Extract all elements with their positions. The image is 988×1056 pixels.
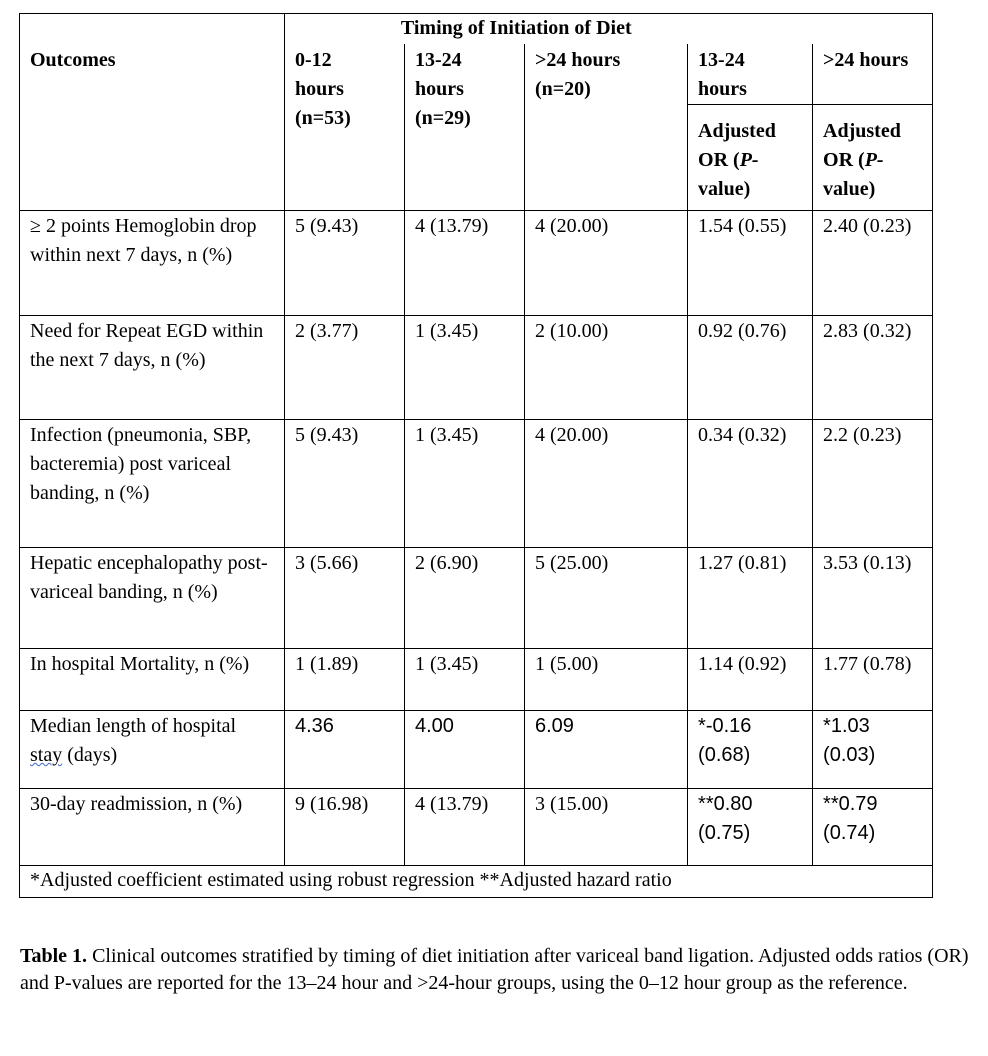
row-value-0-12: 4.36: [285, 711, 405, 789]
row-or-over-24: **0.79 (0.74): [813, 789, 933, 866]
row-value-13-24: 4 (13.79): [405, 211, 525, 316]
row-or-13-24: 1.54 (0.55): [688, 211, 813, 316]
header-0-12-hours: 0-12 hours (n=53): [285, 44, 405, 211]
row-value-over-24: 1 (5.00): [525, 649, 688, 711]
group-header-title: [285, 14, 688, 44]
row-value-13-24: 4 (13.79): [405, 789, 525, 866]
table-caption: [20, 943, 970, 997]
table-row: [20, 711, 933, 789]
row-or-13-24: *-0.16 (0.68): [688, 711, 813, 789]
row-value-13-24: 4.00: [405, 711, 525, 789]
row-value-0-12: 1 (1.89): [285, 649, 405, 711]
table-row: [20, 420, 933, 548]
row-value-over-24: 2 (10.00): [525, 316, 688, 420]
row-or-over-24: 2.83 (0.32): [813, 316, 933, 420]
row-value-13-24: 1 (3.45): [405, 316, 525, 420]
caption-text: Clinical outcomes stratified by timing of diet initiation after variceal band ligation. Adjusted odds ratios (OR) and P-values are reported for the 13–24 hour and >24-hour groups, using the 0–12 hour group as the reference.: [20, 945, 969, 994]
row-value-over-24: 5 (25.00): [525, 548, 688, 649]
table-footnote: *Adjusted coefficient estimated using robust regression **Adjusted hazard ratio: [20, 866, 933, 898]
row-or-13-24: 1.14 (0.92): [688, 649, 813, 711]
table-row: [20, 316, 933, 420]
table-row: [20, 211, 933, 316]
header-outcomes: Outcomes: [20, 44, 285, 211]
row-value-0-12: 5 (9.43): [285, 211, 405, 316]
row-or-13-24: **0.80 (0.75): [688, 789, 813, 866]
row-value-0-12: 5 (9.43): [285, 420, 405, 548]
row-outcome: Need for Repeat EGD within the next 7 days, n (%): [20, 316, 285, 420]
row-or-over-24: 3.53 (0.13): [813, 548, 933, 649]
row-outcome: Infection (pneumonia, SBP, bacteremia) post variceal banding, n (%): [20, 420, 285, 548]
column-header-row: [20, 44, 933, 105]
row-value-0-12: 9 (16.98): [285, 789, 405, 866]
header-adjusted-or-over-24: Adjusted OR (P- value): [813, 105, 933, 211]
table-row: [20, 548, 933, 649]
table-row: [20, 789, 933, 866]
header-or-over-24-time: >24 hours: [813, 44, 933, 105]
row-or-over-24: 2.40 (0.23): [813, 211, 933, 316]
row-value-over-24: 6.09: [525, 711, 688, 789]
outcomes-table: [19, 13, 933, 898]
group-header-text: Timing of Initiation of Diet: [400, 17, 632, 39]
row-or-over-24: 1.77 (0.78): [813, 649, 933, 711]
row-or-13-24: 0.92 (0.76): [688, 316, 813, 420]
row-value-over-24: 4 (20.00): [525, 211, 688, 316]
footnote-row: [20, 866, 933, 898]
row-outcome: Median length of hospital stay (days): [20, 711, 285, 789]
header-13-24-hours: 13-24 hours (n=29): [405, 44, 525, 211]
row-or-over-24: 2.2 (0.23): [813, 420, 933, 548]
spellcheck-underlined-word: stay: [30, 744, 63, 766]
row-or-13-24: 1.27 (0.81): [688, 548, 813, 649]
row-value-0-12: 2 (3.77): [285, 316, 405, 420]
row-value-13-24: 1 (3.45): [405, 420, 525, 548]
outcomes-table-container: [19, 13, 933, 898]
row-value-over-24: 3 (15.00): [525, 789, 688, 866]
header-over-24-hours: >24 hours (n=20): [525, 44, 688, 211]
row-value-13-24: 2 (6.90): [405, 548, 525, 649]
row-outcome: 30-day readmission, n (%): [20, 789, 285, 866]
group-header-blank-left: [20, 14, 285, 44]
header-adjusted-or-13-24: Adjusted OR (P- value): [688, 105, 813, 211]
row-value-13-24: 1 (3.45): [405, 649, 525, 711]
row-value-0-12: 3 (5.66): [285, 548, 405, 649]
row-value-over-24: 4 (20.00): [525, 420, 688, 548]
table-row: [20, 649, 933, 711]
row-or-13-24: 0.34 (0.32): [688, 420, 813, 548]
row-outcome: In hospital Mortality, n (%): [20, 649, 285, 711]
row-outcome: ≥ 2 points Hemoglobin drop within next 7 days, n (%): [20, 211, 285, 316]
header-or-13-24-time: 13-24 hours: [688, 44, 813, 105]
row-outcome: Hepatic encephalopathy post-variceal banding, n (%): [20, 548, 285, 649]
group-header-row: [20, 14, 933, 44]
row-or-over-24: *1.03 (0.03): [813, 711, 933, 789]
group-header-blank-right: [688, 14, 933, 44]
caption-label: Table 1.: [20, 945, 88, 967]
